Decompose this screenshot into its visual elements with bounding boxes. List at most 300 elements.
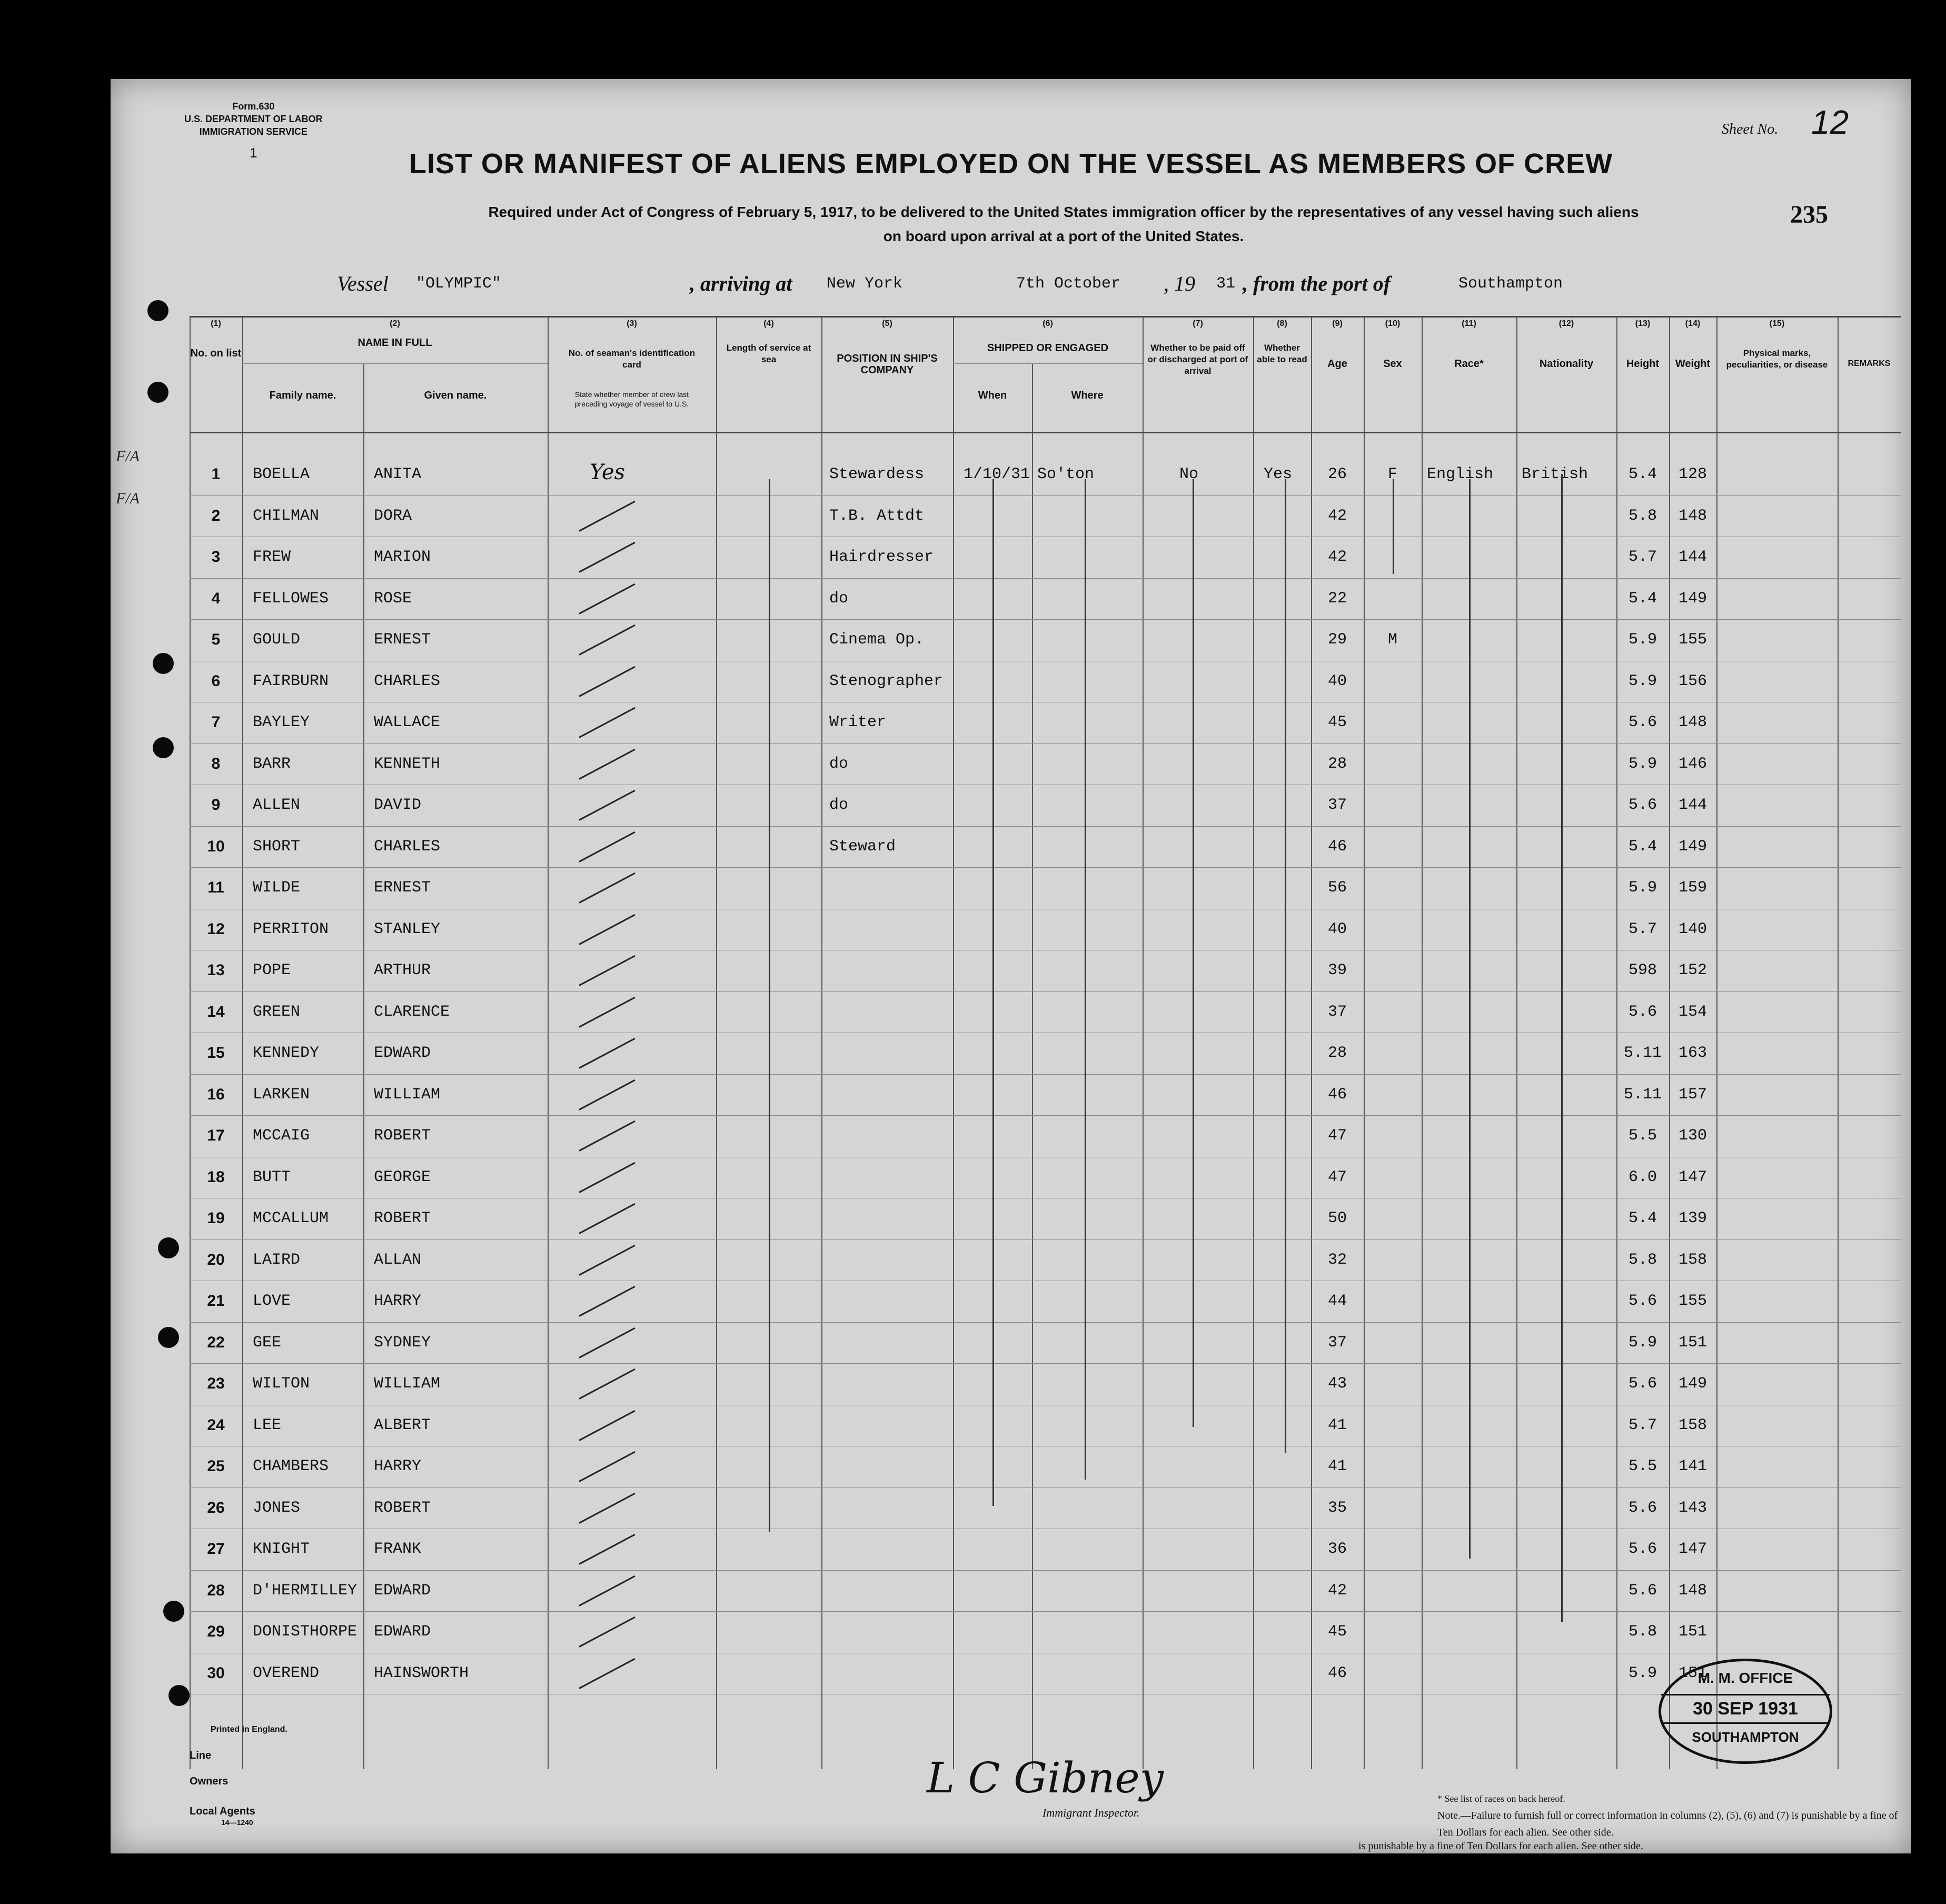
cell-weight: 144 <box>1678 548 1707 566</box>
cell-family-name: FELLOWES <box>253 589 329 608</box>
margin-note-2: F/A <box>116 490 140 507</box>
col-header-card: No. of seaman's identification card <box>568 348 696 370</box>
check-mark <box>579 914 635 945</box>
cell-family-name: PERRITON <box>253 920 329 938</box>
cell-family-name: FREW <box>253 548 291 566</box>
cell-weight: 155 <box>1678 631 1707 649</box>
cell-height: 5.11 <box>1623 1044 1662 1062</box>
col-num-10: (10) <box>1385 319 1401 328</box>
cell-height: 5.4 <box>1628 589 1657 608</box>
cell-given-name: STANLEY <box>374 920 441 938</box>
cell-position: Cinema Op. <box>829 631 925 649</box>
cell-weight: 148 <box>1678 1581 1707 1600</box>
cell-age: 44 <box>1327 1292 1347 1310</box>
cell-height: 5.6 <box>1628 1292 1657 1310</box>
cell-age: 28 <box>1327 755 1347 773</box>
col-num-4: (4) <box>763 319 774 328</box>
cell-weight: 158 <box>1678 1251 1707 1269</box>
check-mark <box>579 666 635 697</box>
cell-given-name: KENNETH <box>374 755 441 773</box>
cell-row-number: 27 <box>207 1540 225 1558</box>
punch-hole <box>163 1601 184 1622</box>
cell-position: do <box>829 589 849 608</box>
col-header-read: Whether able to read <box>1257 343 1307 364</box>
stamp-top: M. M. OFFICE <box>1697 1670 1793 1686</box>
row-rule <box>190 495 1901 496</box>
cell-given-name: WALLACE <box>374 713 441 731</box>
cell-given-name: FRANK <box>374 1540 422 1558</box>
row-rule <box>190 1570 1901 1571</box>
page-subtitle <box>353 200 1774 249</box>
form-mark: 1 <box>250 145 257 161</box>
check-mark <box>579 872 635 904</box>
cell-age: 41 <box>1327 1457 1347 1475</box>
ditto-line-race <box>1469 479 1471 1559</box>
cell-family-name: GEE <box>253 1333 282 1352</box>
col-header-remarks: REMARKS <box>1848 359 1891 368</box>
cell-weight: 140 <box>1678 920 1707 938</box>
cell-weight: 156 <box>1678 672 1707 690</box>
cell-row-number: 17 <box>207 1127 225 1144</box>
check-mark <box>579 1120 635 1152</box>
cell-age: 40 <box>1327 672 1347 690</box>
row-rule <box>190 1074 1901 1075</box>
cell-family-name: POPE <box>253 961 291 979</box>
check-mark <box>579 748 635 779</box>
cell-sex: F <box>1387 465 1397 483</box>
cell-age: 29 <box>1327 631 1347 649</box>
cell-family-name: BOELLA <box>253 465 310 483</box>
cell-age: 42 <box>1327 507 1347 525</box>
cell-weight: 141 <box>1678 1457 1707 1475</box>
cell-height: 5.6 <box>1628 713 1657 731</box>
ditto-line-read <box>1285 479 1286 1453</box>
cell-weight: 130 <box>1678 1127 1707 1145</box>
inspector-label: Immigrant Inspector. <box>1042 1806 1140 1819</box>
cell-height: 5.8 <box>1628 507 1657 525</box>
cell-given-name: DORA <box>374 507 412 525</box>
cell-given-name: EDWARD <box>374 1581 431 1600</box>
cell-height: 5.9 <box>1628 879 1657 897</box>
race-note: * See list of races on back hereof. <box>1437 1793 1565 1804</box>
cell-position: Stewardess <box>829 465 925 483</box>
stamp-date: 30 SEP 1931 <box>1661 1694 1830 1724</box>
cell-family-name: LARKEN <box>253 1085 310 1104</box>
check-mark <box>579 1617 635 1648</box>
cell-sex: M <box>1387 631 1397 649</box>
cell-position: Steward <box>829 837 896 856</box>
cell-family-name: WILTON <box>253 1375 310 1393</box>
cell-height: 5.6 <box>1628 1499 1657 1517</box>
cell-family-name: LEE <box>253 1416 282 1434</box>
col-header-when: When <box>978 390 1007 401</box>
cell-row-number: 3 <box>211 548 221 566</box>
cell-given-name: ALLAN <box>374 1251 422 1269</box>
office-stamp <box>1659 1659 1832 1764</box>
cell-row-number: 12 <box>207 920 225 938</box>
cell-age: 37 <box>1327 1003 1347 1021</box>
punch-hole <box>158 1237 179 1258</box>
cell-age: 46 <box>1327 1664 1347 1682</box>
arriving-label: , arriving at <box>690 272 792 295</box>
col-num-14: (14) <box>1685 319 1701 328</box>
cell-family-name: DONISTHORPE <box>253 1623 358 1641</box>
cell-weight: 139 <box>1678 1209 1707 1227</box>
cell-family-name: OVEREND <box>253 1664 320 1682</box>
cell-row-number: 1 <box>211 465 221 483</box>
footer-line-label: Line <box>190 1750 212 1761</box>
check-mark <box>579 1203 635 1234</box>
row-rule <box>190 1239 1901 1240</box>
col-num-2: (2) <box>390 319 400 328</box>
check-mark <box>579 955 635 986</box>
footer-local-agents-code: 14—1240 <box>221 1818 253 1827</box>
cell-family-name: BUTT <box>253 1168 291 1186</box>
cell-row-number: 24 <box>207 1416 225 1434</box>
cell-height: 5.8 <box>1628 1623 1657 1641</box>
col-num-9: (9) <box>1332 319 1343 328</box>
col-header-race: Race* <box>1454 358 1484 370</box>
col-header-age: Age <box>1327 358 1347 370</box>
cell-position: Hairdresser <box>829 548 934 566</box>
cell-row-number: 11 <box>207 879 224 896</box>
ditto-line-sex <box>1393 479 1394 574</box>
cell-able-to-read: Yes <box>1264 465 1293 483</box>
cell-age: 43 <box>1327 1375 1347 1393</box>
check-mark <box>579 831 635 862</box>
cell-family-name: CHAMBERS <box>253 1457 329 1475</box>
col-header-length: Length of service at sea <box>726 343 811 364</box>
cell-row-number: 7 <box>211 713 221 731</box>
margin-note-1: F/A <box>116 448 140 465</box>
col-num-6: (6) <box>1042 319 1053 328</box>
row-rule <box>190 991 1901 992</box>
cell-family-name: LOVE <box>253 1292 291 1310</box>
cell-height: 5.9 <box>1628 631 1657 649</box>
check-mark <box>579 1368 635 1400</box>
cell-row-number: 14 <box>207 1003 225 1020</box>
col-num-5: (5) <box>882 319 892 328</box>
col-header-sex: Sex <box>1383 358 1402 370</box>
cell-given-name: GEORGE <box>374 1168 431 1186</box>
check-mark <box>579 1492 635 1523</box>
check-mark <box>579 1286 635 1317</box>
cell-row-number: 21 <box>207 1292 225 1310</box>
cell-family-name: WILDE <box>253 879 301 897</box>
cell-given-name: ROBERT <box>374 1499 431 1517</box>
ditto-line-card <box>769 479 770 1532</box>
cell-row-number: 23 <box>207 1375 225 1392</box>
cell-given-name: ROBERT <box>374 1127 431 1145</box>
check-mark <box>579 1038 635 1069</box>
cell-given-name: ERNEST <box>374 631 431 649</box>
cell-height: 5.6 <box>1628 1375 1657 1393</box>
col-header-height: Height <box>1626 358 1660 370</box>
cell-position: T.B. Attdt <box>829 507 925 525</box>
cell-family-name: GREEN <box>253 1003 301 1021</box>
ditto-line-paid <box>1193 479 1194 1427</box>
cell-weight: 151 <box>1678 1623 1707 1641</box>
footer-note <box>1437 1790 1901 1841</box>
check-mark <box>579 500 635 531</box>
subtitle-line-1: Required under Act of Congress of February 5, 1917, to be delivered to the United States immigration officer by the representatives of any vessel having such aliens <box>488 204 1639 220</box>
col-num-13: (13) <box>1635 319 1651 328</box>
col-num-1: (1) <box>211 319 221 328</box>
col-header-physical: Physical marks, peculiarities, or disease <box>1726 348 1828 370</box>
cell-family-name: KENNEDY <box>253 1044 320 1062</box>
col-header-position: POSITION IN SHIP'S COMPANY <box>837 353 938 376</box>
cell-given-name: HARRY <box>374 1457 422 1475</box>
cell-weight: 159 <box>1678 879 1707 897</box>
cell-family-name: KNIGHT <box>253 1540 310 1558</box>
cell-age: 39 <box>1327 961 1347 979</box>
check-mark <box>579 1327 635 1358</box>
cell-weight: 146 <box>1678 755 1707 773</box>
cell-age: 45 <box>1327 713 1347 731</box>
cell-height: 5.9 <box>1628 755 1657 773</box>
col-header-no: No. on list <box>190 348 242 359</box>
cell-family-name: BAYLEY <box>253 713 310 731</box>
row-rule <box>190 1363 1901 1364</box>
cell-row-number: 30 <box>207 1664 225 1682</box>
from-port: Southampton <box>1458 275 1563 293</box>
cell-age: 46 <box>1327 1085 1347 1104</box>
cell-weight: 147 <box>1678 1168 1707 1186</box>
cell-height: 5.6 <box>1628 1581 1657 1600</box>
cell-row-number: 5 <box>211 631 221 648</box>
stamp-bottom: SOUTHAMPTON <box>1692 1729 1799 1745</box>
cell-given-name: ROSE <box>374 589 412 608</box>
cell-height: 5.7 <box>1628 920 1657 938</box>
cell-family-name: MCCALLUM <box>253 1209 329 1227</box>
footer-local-agents-label: Local Agents <box>190 1806 255 1817</box>
subtitle-line-2: on board upon arrival at a port of the United States. <box>883 228 1244 244</box>
sheet-number-label: Sheet No. <box>1722 121 1779 137</box>
row-rule <box>190 826 1901 827</box>
col-header-shipped: SHIPPED OR ENGAGED <box>987 342 1109 354</box>
cell-family-name: D'HERMILLEY <box>253 1581 358 1600</box>
cell-given-name: ANITA <box>374 465 422 483</box>
cell-row-number: 9 <box>211 796 221 814</box>
punch-hole <box>147 382 168 403</box>
cell-weight: 157 <box>1678 1085 1707 1104</box>
check-mark <box>579 996 635 1027</box>
footer-owners-label: Owners <box>190 1776 229 1787</box>
cell-weight: 158 <box>1678 1416 1707 1434</box>
cell-shipped-where: So'ton <box>1037 465 1095 483</box>
cell-family-name: MCCAIG <box>253 1127 310 1145</box>
col-num-11: (11) <box>1462 319 1476 328</box>
cell-height: 5.4 <box>1628 837 1657 856</box>
check-mark <box>579 1575 635 1606</box>
footer-left <box>190 1722 287 1827</box>
cell-weight: 151 <box>1678 1333 1707 1352</box>
vessel-name: "OLYMPIC" <box>416 275 502 293</box>
cell-row-number: 2 <box>211 507 221 524</box>
cell-height: 5.4 <box>1628 465 1657 483</box>
bottom-bleed-note: is punishable by a fine of Ten Dollars for each alien. See other side. <box>1358 1840 1643 1852</box>
cell-row-number: 28 <box>207 1581 225 1599</box>
check-mark <box>579 1534 635 1565</box>
cell-height: 5.5 <box>1628 1127 1657 1145</box>
cell-weight: 149 <box>1678 589 1707 608</box>
check-mark <box>579 1244 635 1275</box>
cell-given-name: SYDNEY <box>374 1333 431 1352</box>
cell-row-number: 25 <box>207 1457 225 1475</box>
cell-age: 50 <box>1327 1209 1347 1227</box>
cell-age: 42 <box>1327 1581 1347 1600</box>
arrival-port: New York <box>827 275 903 293</box>
cell-height: 5.7 <box>1628 548 1657 566</box>
check-mark <box>579 624 635 656</box>
cell-age: 32 <box>1327 1251 1347 1269</box>
cell-age: 36 <box>1327 1540 1347 1558</box>
cell-row-number: 26 <box>207 1499 225 1516</box>
crew-table <box>190 316 1901 1769</box>
check-mark <box>579 583 635 614</box>
cell-row-number: 15 <box>207 1044 225 1062</box>
punch-hole <box>147 300 168 321</box>
cell-given-name: WILLIAM <box>374 1085 441 1104</box>
col-num-8: (8) <box>1277 319 1287 328</box>
cell-height: 5.6 <box>1628 1540 1657 1558</box>
check-mark <box>579 790 635 821</box>
cell-weight: 128 <box>1678 465 1707 483</box>
cell-row-number: 16 <box>207 1085 225 1103</box>
col-header-name: NAME IN FULL <box>358 337 432 349</box>
col-header-given: Given name. <box>424 390 487 401</box>
col-header-card-note: State whether member of crew last preceding voyage of vessel to U.S. <box>574 390 689 408</box>
cell-family-name: ALLEN <box>253 796 301 814</box>
cell-height: 5.6 <box>1628 796 1657 814</box>
cell-row-number: 19 <box>207 1209 225 1227</box>
check-mark <box>579 1410 635 1441</box>
cell-weight: 163 <box>1678 1044 1707 1062</box>
cell-row-number: 4 <box>211 589 221 607</box>
cell-given-name: EDWARD <box>374 1044 431 1062</box>
cell-weight: 149 <box>1678 1375 1707 1393</box>
cell-age: 47 <box>1327 1168 1347 1186</box>
col-header-nationality: Nationality <box>1539 358 1594 370</box>
ditto-line-when <box>992 479 994 1506</box>
cell-age: 37 <box>1327 1333 1347 1352</box>
cell-row-number: 6 <box>211 672 221 690</box>
cell-row-number: 22 <box>207 1333 225 1351</box>
cell-weight: 144 <box>1678 796 1707 814</box>
ditto-line-where <box>1085 479 1086 1480</box>
cell-height: 6.0 <box>1628 1168 1657 1186</box>
cell-age: 22 <box>1327 589 1347 608</box>
cell-age: 26 <box>1327 465 1347 483</box>
cell-given-name: EDWARD <box>374 1623 431 1641</box>
stamped-number: 235 <box>1790 201 1828 229</box>
cell-race: English <box>1427 465 1494 483</box>
cell-height: 5.9 <box>1628 1664 1657 1682</box>
cell-height: 598 <box>1628 961 1657 979</box>
service: IMMIGRATION SERVICE <box>199 126 308 137</box>
year-prefix: , 19 <box>1164 272 1195 295</box>
cell-given-name: CHARLES <box>374 672 441 690</box>
cell-position: do <box>829 796 849 814</box>
cell-weight: 147 <box>1678 1540 1707 1558</box>
row-rule <box>190 1322 1901 1323</box>
cell-given-name: WILLIAM <box>374 1375 441 1393</box>
cell-weight: 148 <box>1678 507 1707 525</box>
failure-note: Note.—Failure to furnish full or correct information in columns (2), (5), (6) and (7) is punishable by a fine of Ten Dollars for each alien. See other side. <box>1437 1810 1898 1838</box>
cell-family-name: JONES <box>253 1499 301 1517</box>
cell-given-name: HARRY <box>374 1292 422 1310</box>
vessel-label: Vessel <box>337 272 389 295</box>
cell-age: 41 <box>1327 1416 1347 1434</box>
ditto-line-nationality <box>1561 474 1563 1622</box>
arrival-date: 7th October <box>1016 275 1121 293</box>
cell-given-name: CHARLES <box>374 837 441 856</box>
cell-given-name: CLARENCE <box>374 1003 450 1021</box>
row-rule <box>190 743 1901 744</box>
cell-row-number: 10 <box>207 837 225 855</box>
row-rule <box>190 1115 1901 1116</box>
cell-shipped-when: 1/10/31 <box>964 465 1030 483</box>
cell-height: 5.5 <box>1628 1457 1657 1475</box>
cell-age: 46 <box>1327 837 1347 856</box>
cell-paid-off: No <box>1179 465 1199 483</box>
row-rule <box>190 1611 1901 1612</box>
row-rule <box>190 619 1901 620</box>
cell-position: do <box>829 755 849 773</box>
cell-given-name: HAINSWORTH <box>374 1664 469 1682</box>
cell-given-name: ERNEST <box>374 879 431 897</box>
cell-height: 5.6 <box>1628 1003 1657 1021</box>
cell-age: 37 <box>1327 796 1347 814</box>
col-header-family: Family name. <box>269 390 336 401</box>
page-title: LIST OR MANIFEST OF ALIENS EMPLOYED ON THE VESSEL AS MEMBERS OF CREW <box>409 148 1613 180</box>
cell-age: 45 <box>1327 1623 1347 1641</box>
cell-height: 5.9 <box>1628 1333 1657 1352</box>
cell-weight: 143 <box>1678 1499 1707 1517</box>
cell-weight: 148 <box>1678 713 1707 731</box>
cell-age: 40 <box>1327 920 1347 938</box>
sheet-number-value: 12 <box>1811 103 1849 141</box>
cell-height: 5.11 <box>1623 1085 1662 1104</box>
row-rule <box>190 867 1901 868</box>
manifest-sheet <box>111 79 1911 1853</box>
cell-row-number: 8 <box>211 755 221 772</box>
cell-nationality: British <box>1522 465 1588 483</box>
col-num-3: (3) <box>627 319 637 328</box>
punch-hole <box>153 737 174 758</box>
check-mark <box>579 542 635 573</box>
cell-height: 5.9 <box>1628 672 1657 690</box>
check-mark <box>579 1162 635 1193</box>
cell-family-name: SHORT <box>253 837 301 856</box>
cell-age: 56 <box>1327 879 1347 897</box>
form-number: Form.630 <box>232 101 275 112</box>
cell-height: 5.4 <box>1628 1209 1657 1227</box>
cell-given-name: ARTHUR <box>374 961 431 979</box>
cell-family-name: GOULD <box>253 631 301 649</box>
cell-height: 5.7 <box>1628 1416 1657 1434</box>
check-mark <box>579 707 635 738</box>
arrival-year: 31 <box>1216 275 1236 293</box>
check-mark <box>579 1451 635 1482</box>
row-rule <box>190 578 1901 579</box>
col-header-paid: Whether to be paid off or discharged at port of arrival <box>1147 343 1248 376</box>
cell-weight: 154 <box>1678 1003 1707 1021</box>
cell-row-number: 20 <box>207 1251 225 1268</box>
cell-age: 28 <box>1327 1044 1347 1062</box>
from-port-label: , from the port of <box>1243 272 1391 295</box>
cell-family-name: FAIRBURN <box>253 672 329 690</box>
